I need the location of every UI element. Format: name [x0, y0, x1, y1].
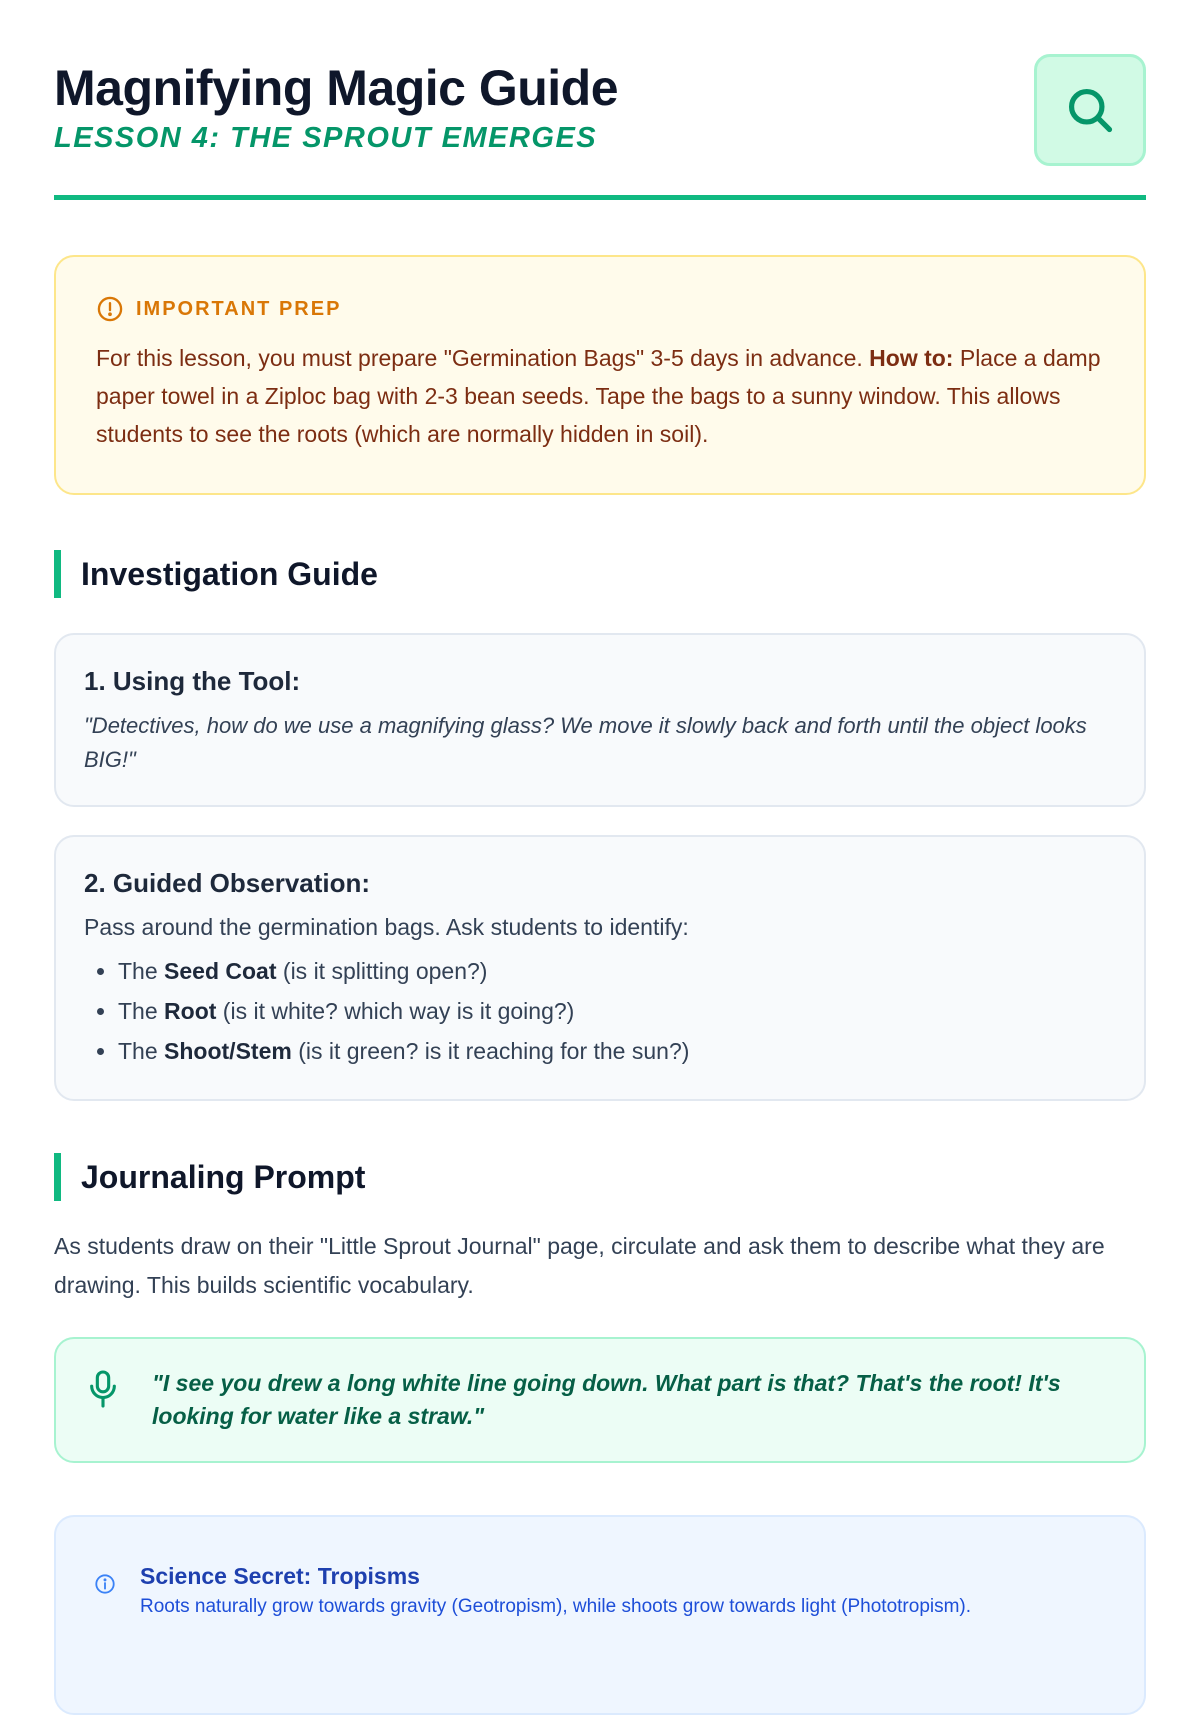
prep-header: [96, 295, 1104, 323]
important-prep-callout: [54, 255, 1146, 495]
journaling-prompt-heading: Journaling Prompt: [54, 1153, 1146, 1201]
list-item-term: Root: [164, 998, 217, 1024]
step-1-quote: "Detectives, how do we use a magnifying glass? We move it slowly back and forth until the object looks BIG!": [84, 713, 1087, 772]
page-header: [54, 0, 1146, 200]
list-item-term: Seed Coat: [164, 958, 277, 984]
science-secret-callout: [54, 1515, 1146, 1715]
using-tool-card: [54, 633, 1146, 807]
list-item-term: Shoot/Stem: [164, 1038, 292, 1064]
step-1-title: 1. Using the Tool:: [84, 666, 301, 696]
observation-list: [84, 951, 1116, 1071]
teacher-quote-box: [54, 1337, 1146, 1463]
info-icon: [94, 1573, 116, 1595]
prep-text-intro: For this lesson, you must prepare "Germination Bags" 3-5 days in advance.: [96, 345, 870, 371]
secret-content: [140, 1561, 971, 1621]
search-icon: [1064, 84, 1116, 136]
investigation-guide-heading: Investigation Guide: [54, 550, 1146, 598]
list-item-prefix: The: [118, 1038, 165, 1064]
list-item-prefix: The: [118, 998, 165, 1024]
microphone-icon: [86, 1369, 120, 1409]
list-item: [118, 991, 1116, 1031]
list-item: [118, 1031, 1116, 1071]
search-button[interactable]: [1034, 54, 1146, 166]
list-item-question: (is it splitting open?): [276, 958, 488, 984]
page-title: Magnifying Magic Guide: [54, 60, 619, 116]
prep-text-instructions: Place a damp paper towel in a Ziploc bag with 2-3 bean seeds. Tape the bags to a sunny window. This allows students to see the roots (which are normally hidden in soil).: [96, 345, 1101, 447]
teacher-quote: "I see you drew a long white line going down. What part is that? That's the root! It's looking for water like a straw.": [152, 1370, 1061, 1429]
prep-text: [96, 339, 1104, 453]
journaling-text: As students draw on their "Little Sprout Journal" page, circulate and ask them to describe what they are drawing. This builds scientific vocabulary.: [54, 1233, 1105, 1298]
step-2-intro: Pass around the germination bags. Ask students to identify:: [84, 914, 689, 940]
guided-observation-card: [54, 835, 1146, 1101]
list-item: [118, 951, 1116, 991]
secret-title: Science Secret: Tropisms: [140, 1563, 420, 1589]
alert-circle-icon: [96, 295, 124, 323]
step-2-title: 2. Guided Observation:: [84, 868, 371, 898]
list-item-question: (is it green? is it reaching for the sun?): [291, 1038, 690, 1064]
list-item-prefix: The: [118, 958, 165, 984]
prep-label: IMPORTANT PREP: [136, 297, 342, 320]
lesson-subtitle: LESSON 4: THE SPROUT EMERGES: [54, 122, 598, 154]
prep-text-howto-label: How to:: [869, 345, 954, 371]
secret-text: Roots naturally grow towards gravity (Geotropism), while shoots grow towards light (Phototropism).: [140, 1596, 972, 1617]
list-item-question: (is it white? which way is it going?): [216, 998, 575, 1024]
